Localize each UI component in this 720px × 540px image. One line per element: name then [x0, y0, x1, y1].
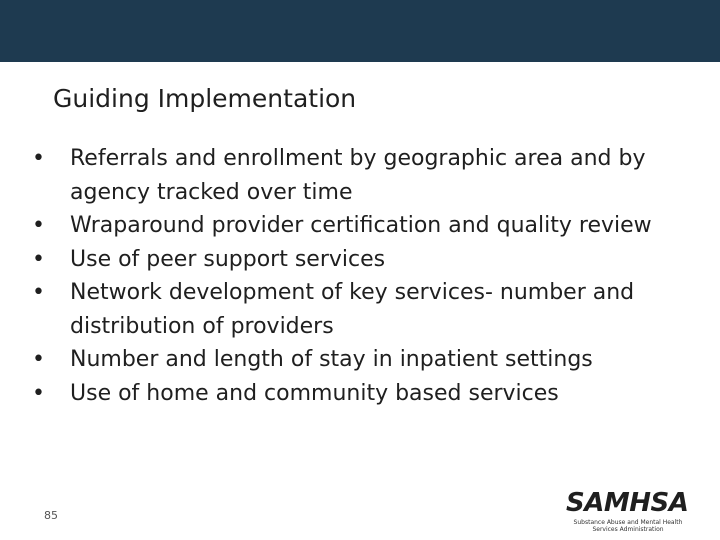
bullet-marker: •	[32, 380, 45, 406]
header-bar	[0, 0, 720, 62]
bullet-marker: •	[32, 347, 45, 372]
logo-subtitle-line: Services Administration	[592, 526, 664, 533]
bullet-text: Use of home and community based services	[70, 380, 559, 406]
bullet-marker: •	[32, 280, 45, 305]
slide-title: Guiding Implementation	[53, 84, 357, 113]
bullet-text: Use of peer support services	[70, 246, 386, 272]
bullet-text: Number and length of stay in inpatient settings	[70, 347, 593, 372]
bullet-item-wraparound	[32, 209, 702, 243]
bullet-item-network	[32, 276, 702, 343]
samhsa-logo	[566, 488, 689, 536]
bullet-text: Referrals and enrollment by geographic area and by agency tracked over time	[70, 146, 646, 205]
logo-subtitle	[570, 519, 686, 533]
bullet-item-home-community	[32, 377, 702, 411]
bullet-text: Network development of key services- number and distribution of providers	[70, 280, 635, 339]
page-number: 85	[44, 509, 58, 522]
bullet-text: Wraparound provider certification and quality review	[70, 213, 652, 238]
bullet-item-inpatient	[32, 343, 702, 377]
bullet-list	[32, 142, 702, 410]
bullet-marker: •	[32, 213, 45, 238]
bullet-item-referrals	[32, 142, 702, 209]
bullet-marker: •	[32, 146, 45, 171]
bullet-marker: •	[32, 246, 45, 272]
logo-subtitle-line: Substance Abuse and Mental Health	[573, 519, 683, 526]
logo-wordmark: SAMHSA	[566, 488, 689, 518]
bullet-item-peer-support	[32, 243, 702, 277]
